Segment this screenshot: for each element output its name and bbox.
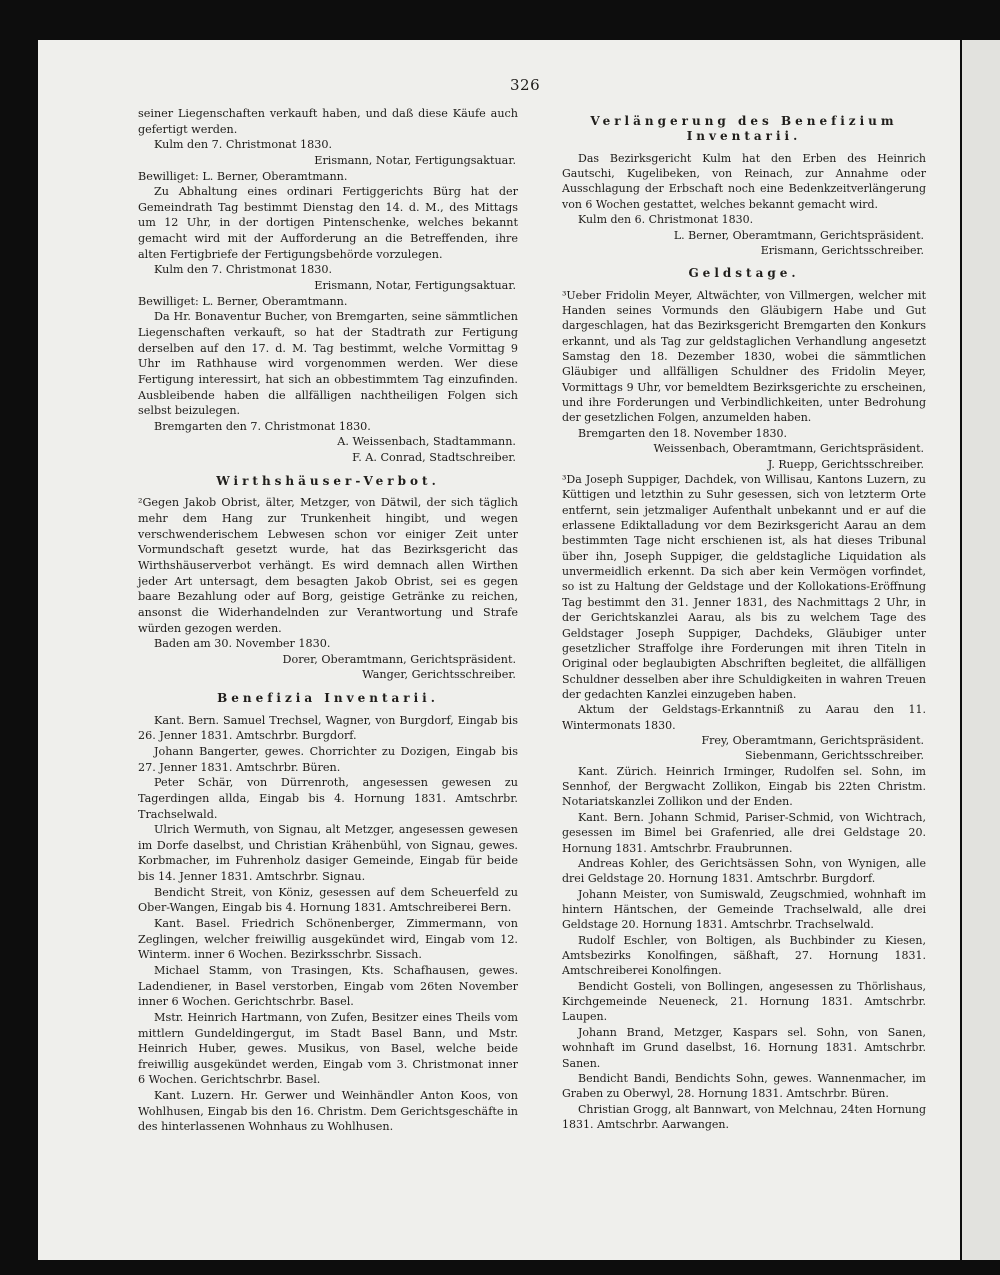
- paragraph: Ulrich Wermuth, von Signau, alt Metzger, angesessen gewesen im Dorfe daselbst, und Christian Krähenbühl, von Signau, gewes. Korbmacher, im Fuhrenholz dasiger Gemeinde, Eingab für beide bis 14. Jenner 1831. Amtschrbr. Signau.: [138, 823, 518, 884]
- paragraph: Johann Brand, Metzger, Kaspars sel. Sohn, von Sanen, wohnhaft im Grund daselbst, 16. Hornung 1831. Amtschrbr. Sanen.: [562, 1025, 926, 1070]
- paragraph: Mstr. Heinrich Hartmann, von Zufen, Besitzer eines Theils vom mittlern Gundeldingergut, im Stadt Basel Bann, und Mstr. Heinrich Huber, gewes. Musikus, von Basel, welche beide freiwillig ausgekündet werden, Eingab vom 3. Christmonat inner 6 Wochen. Gerichtschrbr. Basel.: [138, 1010, 518, 1087]
- paragraph: Bendicht Gosteli, von Bollingen, angesessen zu Thörlishaus, Kirchgemeinde Neueneck, 21. Hornung 1831. Amtschrbr. Laupen.: [562, 979, 926, 1024]
- paragraph: Bremgarten den 18. November 1830.: [578, 426, 787, 440]
- paragraph: Bremgarten den 7. Christmonat 1830.: [154, 419, 371, 433]
- paragraph: Peter Schär, von Dürrenroth, angesessen gewesen zu Tagerdingen allda, Eingab bis 4. Hornung 1831. Amtschrbr. Trachselwald.: [138, 776, 518, 821]
- signature-line: Erismann, Notar, Fertigungsaktuar.: [314, 153, 516, 167]
- paragraph: Aktum der Geldstags-Erkanntniß zu Aarau den 11. Wintermonats 1830.: [562, 703, 926, 732]
- signature-line: A. Weissenbach, Stadtammann.: [337, 435, 516, 449]
- paragraph: Kulm den 7. Christmonat 1830.: [154, 138, 333, 152]
- paragraph: Christian Grogg, alt Bannwart, von Melchnau, 24ten Hornung 1831. Amtschrbr. Aarwangen.: [562, 1102, 926, 1131]
- signature-line: L. Berner, Oberamtmann, Gerichtspräsident.: [673, 228, 924, 242]
- page-number: 326: [510, 76, 541, 94]
- paragraph: Kulm den 6. Christmonat 1830.: [578, 213, 754, 227]
- paragraph: Johann Bangerter, gewes. Chorrichter zu Dozigen, Eingab bis 27. Jenner 1831. Amtschrbr. Büren.: [138, 744, 518, 774]
- section-heading: Benefizia Inventarii.: [217, 691, 439, 706]
- paragraph: Da Hr. Bonaventur Bucher, von Bremgarten, seine sämmtlichen Liegenschaften verkauft, so hat der Stadtrath zur Fertigung derselben auf den 17. d. M. Tag bestimmt, welche Vormittag 9 Uhr im Rathhause wird vorgenommen werden. Wer diese Fertigung interessirt, hat sich an obbestimmtem Tag einzufinden. Ausbleibende haben die allfälligen nachtheiligen Folgen sich selbst beizulegen.: [138, 310, 518, 418]
- paragraph: Baden am 30. November 1830.: [154, 637, 331, 651]
- paragraph: Michael Stamm, von Trasingen, Kts. Schafhausen, gewes. Ladendiener, in Basel verstorben, Eingab vom 26ten November inner 6 Wochen. Gerichtschrbr. Basel.: [138, 963, 518, 1009]
- paragraph: Andreas Kohler, des Gerichtsässen Sohn, von Wynigen, alle drei Geldstage 20. Hornung 1831. Amtschrbr. Burgdorf.: [562, 856, 926, 886]
- section-heading: Geldstage.: [688, 266, 800, 281]
- paragraph: Rudolf Eschler, von Boltigen, als Buchbinder zu Kiesen, Amtsbezirks Konolfingen, säßhaft, 27. Hornung 1831. Amtschreiberei Konolfingen.: [562, 933, 926, 978]
- signature-line: Frey, Oberamtmann, Gerichtspräsident.: [701, 734, 924, 748]
- paragraph: Kant. Basel. Friedrich Schönenberger, Zimmermann, von Zeglingen, welcher freiwillig ausgekündet wird, Eingab vom 12. Winterm. inner 6 Wochen. Bezirksschrbr. Sissach.: [138, 917, 518, 962]
- paragraph: Kant. Luzern. Hr. Gerwer und Weinhändler Anton Koos, von Wohlhusen, Eingab bis den 16. Christm. Dem Gerichtsgeschäfte in des hinterlassenen Wohnhaus zu Wohlhusen.: [138, 1089, 518, 1134]
- paragraph: Johann Meister, von Sumiswald, Zeugschmied, wohnhaft im hintern Häntschen, der Gemeinde Trachselwald, alle drei Geldstage 20. Hornung 1831. Amtschrbr. Trachselwald.: [562, 887, 926, 932]
- paragraph: Bendicht Bandi, Bendichts Sohn, gewes. Wannenmacher, im Graben zu Oberwyl, 28. Hornung 1831. Amtschrbr. Büren.: [562, 1071, 926, 1101]
- paragraph: Bewilliget: L. Berner, Oberamtmann.: [138, 294, 348, 308]
- section-heading: Wirthshäuser-Verbot.: [216, 473, 440, 488]
- signature-line: Siebenmann, Gerichtsschreiber.: [744, 749, 924, 763]
- signature-line: Erismann, Gerichtsschreiber.: [760, 243, 924, 257]
- paragraph: ³Da Joseph Suppiger, Dachdek, von Willisau, Kantons Luzern, zu Küttigen und letzthin zu Suhr gesessen, sich von letzterm Orte entfernt, sein jetzmaliger Aufenthalt unbekannt und er auf die erlassene Ediktalladung vor dem Bezirksgericht Aarau an dem bestimmten Tage nicht erschienen ist, als hat dieses Tribunal über ihn, Joseph Suppiger, die geldstagliche Liquidation als unvermeidlich erkennt. Da sich aber kein Vermögen vorfindet, so ist zu Haltung der Geldstage und der Kollokations-Eröffnung Tag bestimmt den 31. Jenner 1831, des Nachmittags 2 Uhr, in der Gerichtskanzlei Aarau, als bis zu welchem Tage des Geldstager Joseph Suppiger, Dachdeks, Gläubiger unter gesetzlicher Straffolge ihre Forderungen mit ihren Titeln in Original oder beglaubigten Abschriften begleitet, die allfälligen Schuldner desselben aber ihre Schuldigkeiten in wahren Treuen der gedachten Kanzlei einzugeben haben.: [562, 472, 926, 701]
- paragraph: Zu Abhaltung eines ordinari Fertiggerichts Bürg hat der Gemeindrath Tag bestimmt Dienstag den 14. d. M., des Mittags um 12 Uhr, in der dortigen Pintenschenke, welches bekannt gemacht wird mit der Aufforderung an die Betreffenden, ihre alten Fertigbriefe der Fertigungsbehörde vorzulegen.: [138, 185, 518, 261]
- paragraph: Kant. Bern. Samuel Trechsel, Wagner, von Burgdorf, Eingab bis 26. Jenner 1831. Amtschrbr. Burgdorf.: [138, 713, 518, 743]
- signature-line: F. A. Conrad, Stadtschreiber.: [352, 451, 516, 465]
- paragraph: Kant. Zürich. Heinrich Irminger, Rudolfen sel. Sohn, im Sennhof, der Bergwacht Zollikon, Eingab bis 22ten Christm. Notariatskanzlei Zollikon und der Enden.: [562, 764, 926, 809]
- paragraph: Das Bezirksgericht Kulm hat den Erben des Heinrich Gautschi, Kugelibeken, von Reinach, zur Annahme oder Ausschlagung der Erbschaft noch eine Bedenkzeitverlängerung von 6 Wochen gestattet, welches bekannt gemacht wird.: [562, 151, 926, 211]
- paragraph: Kulm den 7. Christmonat 1830.: [154, 263, 333, 277]
- signature-line: Dorer, Oberamtmann, Gerichtspräsident.: [282, 652, 516, 666]
- section-heading: Verlängerung des Benefizium Inventarii.: [590, 114, 898, 144]
- paragraph: Bendicht Streit, von Köniz, gesessen auf dem Scheuerfeld zu Ober-Wangen, Eingab bis 4. Hornung 1831. Amtschreiberei Bern.: [138, 885, 518, 915]
- left-column: [138, 106, 518, 1135]
- signature-line: Wanger, Gerichtsschreiber.: [362, 668, 516, 682]
- paragraph: ²Gegen Jakob Obrist, älter, Metzger, von Dätwil, der sich täglich mehr dem Hang zur Trunkenheit hingibt, und wegen verschwenderischem Lebwesen schon vor einiger Zeit unter Vormundschaft gesetzt wurde, hat das Bezirksgericht das Wirthshäuserverbot verhängt. Es wird demnach allen Wirthen jeder Art untersagt, dem besagten Jakob Obrist, sei es gegen baare Bezahlung oder auf Borg, geistige Getränke zu reichen, ansonst die Widerhandelnden zur Verantwortung und Strafe würden gezogen werden.: [138, 496, 518, 635]
- paragraph: ³Ueber Fridolin Meyer, Altwächter, von Villmergen, welcher mit Handen seines Vormunds den Gläubigern Habe und Gut dargeschlagen, hat das Bezirksgericht Bremgarten den Konkurs erkannt, und als Tag zur geldstaglichen Verhandlung angesetzt Samstag den 18. Dezember 1830, wobei die sämmtlichen Gläubiger und allfälligen Schuldner des Fridolin Meyer, Vormittags 9 Uhr, vor bemeldtem Bezirksgerichte zu erscheinen, und ihre Forderungen und Verbindlichkeiten, unter Bedrohung der gesetzlichen Folgen, anzumelden haben.: [562, 288, 926, 425]
- signature-line: J. Ruepp, Gerichtsschreiber.: [767, 457, 924, 471]
- signature-line: Weissenbach, Oberamtmann, Gerichtspräsident.: [653, 442, 924, 456]
- paragraph: Kant. Bern. Johann Schmid, Pariser-Schmid, von Wichtrach, gesessen im Bimel bei Grafenried, alle drei Geldstage 20. Hornung 1831. Amtschrbr. Fraubrunnen.: [562, 810, 926, 855]
- signature-line: Erismann, Notar, Fertigungsaktuar.: [314, 279, 516, 293]
- adjacent-page-edge: [962, 40, 1000, 1260]
- right-column: [562, 106, 926, 1132]
- paragraph: seiner Liegenschaften verkauft haben, und daß diese Käufe auch gefertigt werden.: [138, 107, 518, 136]
- paragraph: Bewilliget: L. Berner, Oberamtmann.: [138, 169, 348, 183]
